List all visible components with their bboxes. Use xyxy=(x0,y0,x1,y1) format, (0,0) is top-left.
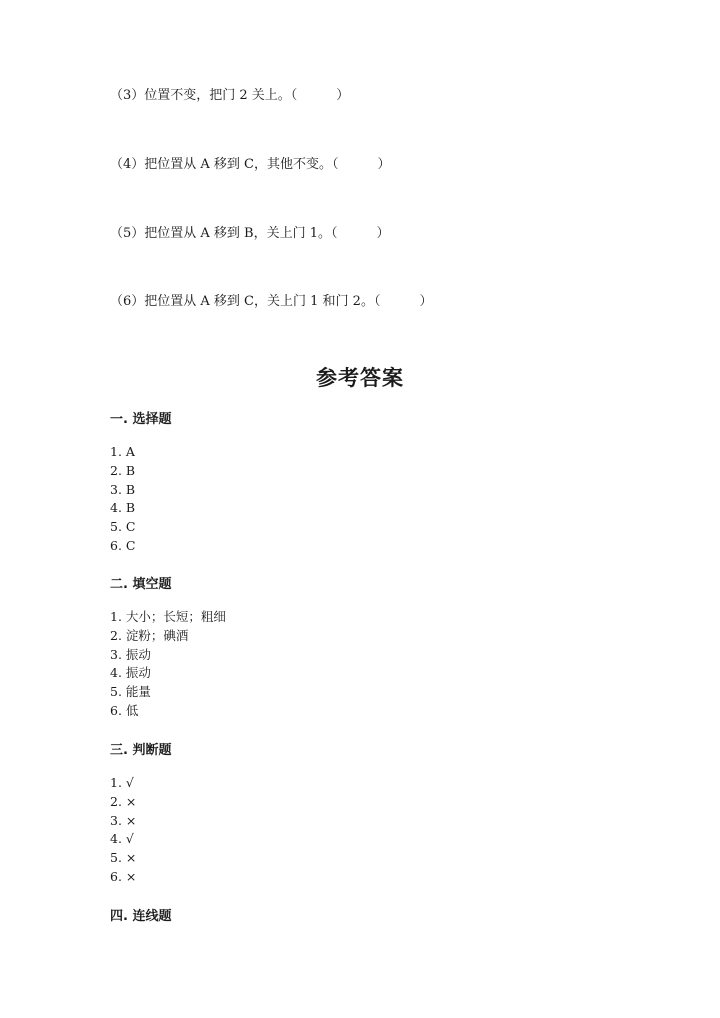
list-item: 6. × xyxy=(110,868,137,884)
list-item: 3. B xyxy=(110,481,136,497)
list-item: 1. A xyxy=(110,444,135,459)
list-item: 2. 淀粉；碘酒 xyxy=(110,627,189,643)
question-line-5: （5）把位置从 A 移到 B，关上门 1。（ ） xyxy=(110,226,390,241)
answer-list-fill xyxy=(110,608,226,721)
answer-key-title: 参考答案 xyxy=(316,366,404,390)
list-item: 5. C xyxy=(110,519,136,535)
list-item: 1. 大小；长短；粗细 xyxy=(110,609,226,624)
section-heading-fill: 二. 填空题 xyxy=(110,577,172,592)
section-heading-choice: 一. 选择题 xyxy=(110,412,172,427)
list-item: 5. 能量 xyxy=(110,684,151,700)
answer-list-judge xyxy=(110,774,136,887)
list-item: 4. √ xyxy=(110,831,134,847)
list-item: 4. B xyxy=(110,500,136,516)
list-item: 2. B xyxy=(110,462,136,478)
list-item: 1. √ xyxy=(110,775,134,790)
question-line-3: （3）位置不变，把门 2 关上。（ ） xyxy=(110,88,350,103)
question-line-6: （6）把位置从 A 移到 C，关上门 1 和门 2。（ ） xyxy=(110,294,433,309)
question-line-4: （4）把位置从 A 移到 C，其他不变。（ ） xyxy=(110,157,391,172)
section-heading-matching: 四. 连线题 xyxy=(110,909,172,924)
list-item: 4. 振动 xyxy=(110,665,151,681)
list-item: 5. × xyxy=(110,850,137,866)
list-item: 3. × xyxy=(110,812,137,828)
list-item: 6. C xyxy=(110,537,136,553)
section-heading-judge: 三. 判断题 xyxy=(110,743,172,758)
answer-list-choice xyxy=(110,443,135,556)
list-item: 6. 低 xyxy=(110,702,139,718)
list-item: 3. 振动 xyxy=(110,646,151,662)
list-item: 2. × xyxy=(110,793,137,809)
